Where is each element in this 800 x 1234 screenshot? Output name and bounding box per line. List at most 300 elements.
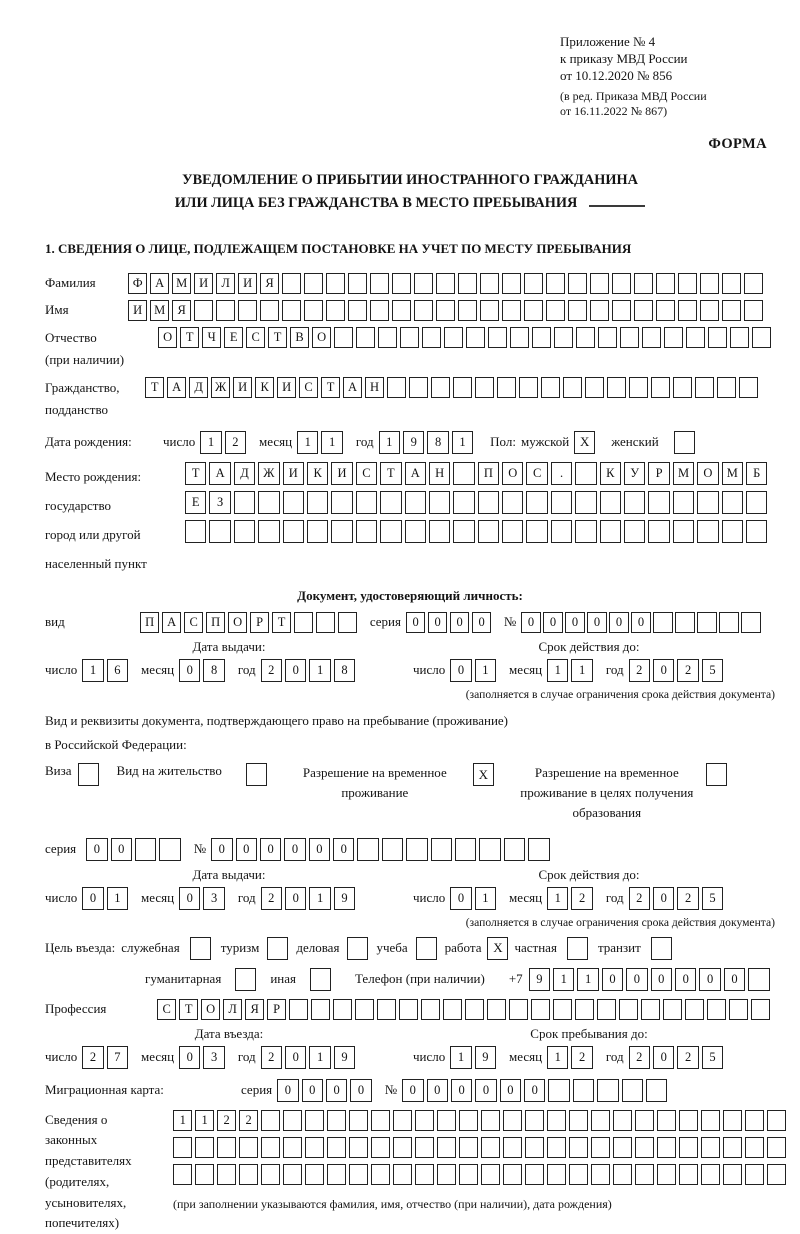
char-cell[interactable] [526,520,547,543]
char-cell[interactable]: 0 [284,838,305,861]
char-cell[interactable] [429,491,450,514]
visa-checkbox[interactable] [78,763,99,786]
char-cell[interactable] [289,999,308,1020]
char-cell[interactable] [478,491,499,514]
char-cell[interactable]: 0 [521,612,540,633]
char-cell[interactable]: Т [380,462,401,485]
char-cell[interactable]: 1 [195,1110,214,1131]
char-cell[interactable] [282,273,301,294]
char-cell[interactable] [429,520,450,543]
char-cell[interactable]: 0 [285,887,306,910]
char-cell[interactable] [239,1164,258,1185]
char-cell[interactable]: У [624,462,645,485]
char-cell[interactable] [194,300,213,321]
char-cell[interactable] [371,1110,390,1131]
char-cell[interactable] [217,1137,236,1158]
char-cell[interactable] [307,491,328,514]
char-cell[interactable]: . [551,462,572,485]
char-cell[interactable] [453,491,474,514]
char-cell[interactable] [261,1137,280,1158]
char-cell[interactable] [421,999,440,1020]
char-cell[interactable] [455,838,476,861]
char-cell[interactable]: 1 [571,659,592,682]
char-cell[interactable] [723,1110,742,1131]
char-cell[interactable] [370,273,389,294]
char-cell[interactable] [525,1137,544,1158]
char-cell[interactable]: 0 [602,968,623,991]
char-cell[interactable]: 1 [547,1046,568,1069]
char-cell[interactable] [479,838,500,861]
char-cell[interactable]: В [290,327,309,348]
char-cell[interactable] [519,377,538,398]
char-cell[interactable]: Т [268,327,287,348]
char-cell[interactable]: К [600,462,621,485]
char-cell[interactable] [234,491,255,514]
char-cell[interactable]: Н [429,462,450,485]
char-cell[interactable] [624,520,645,543]
char-cell[interactable]: 2 [82,1046,103,1069]
char-cell[interactable]: И [128,300,147,321]
char-cell[interactable] [551,520,572,543]
char-cell[interactable]: 2 [239,1110,258,1131]
char-cell[interactable] [569,1110,588,1131]
char-cell[interactable]: Ж [211,377,230,398]
char-cell[interactable]: С [157,999,176,1020]
char-cell[interactable] [371,1137,390,1158]
char-cell[interactable] [333,999,352,1020]
char-cell[interactable]: Н [365,377,384,398]
char-cell[interactable]: 0 [236,838,257,861]
char-cell[interactable]: З [209,491,230,514]
char-cell[interactable] [481,1137,500,1158]
char-cell[interactable]: Т [145,377,164,398]
char-cell[interactable] [719,612,738,633]
char-cell[interactable]: 1 [200,431,221,454]
char-cell[interactable]: 0 [699,968,720,991]
char-cell[interactable]: Т [185,462,206,485]
char-cell[interactable]: 1 [475,659,496,682]
char-cell[interactable] [657,1164,676,1185]
char-cell[interactable] [767,1137,786,1158]
char-cell[interactable] [673,520,694,543]
char-cell[interactable] [648,491,669,514]
char-cell[interactable] [531,999,550,1020]
char-cell[interactable]: Ч [202,327,221,348]
char-cell[interactable]: 0 [260,838,281,861]
char-cell[interactable]: 1 [82,659,103,682]
purpose-official-checkbox[interactable] [190,937,211,960]
char-cell[interactable] [195,1137,214,1158]
char-cell[interactable] [547,1164,566,1185]
char-cell[interactable] [305,1110,324,1131]
char-cell[interactable] [585,377,604,398]
char-cell[interactable] [767,1164,786,1185]
char-cell[interactable]: 2 [677,659,698,682]
purpose-private-checkbox[interactable] [567,937,588,960]
char-cell[interactable] [504,838,525,861]
char-cell[interactable] [707,999,726,1020]
char-cell[interactable]: 1 [309,1046,330,1069]
char-cell[interactable] [641,999,660,1020]
char-cell[interactable]: И [331,462,352,485]
char-cell[interactable] [729,999,748,1020]
char-cell[interactable] [311,999,330,1020]
char-cell[interactable] [524,273,543,294]
char-cell[interactable]: А [150,273,169,294]
char-cell[interactable]: К [255,377,274,398]
char-cell[interactable] [722,520,743,543]
char-cell[interactable] [664,327,683,348]
char-cell[interactable] [481,1110,500,1131]
char-cell[interactable] [678,300,697,321]
char-cell[interactable]: 0 [179,659,200,682]
char-cell[interactable] [612,300,631,321]
char-cell[interactable] [573,1079,594,1102]
char-cell[interactable]: Т [179,999,198,1020]
char-cell[interactable] [135,838,156,861]
char-cell[interactable]: Д [189,377,208,398]
char-cell[interactable] [415,1110,434,1131]
char-cell[interactable] [675,612,694,633]
char-cell[interactable] [356,327,375,348]
char-cell[interactable] [697,491,718,514]
char-cell[interactable]: 2 [225,431,246,454]
char-cell[interactable] [551,491,572,514]
char-cell[interactable] [327,1137,346,1158]
char-cell[interactable] [415,1137,434,1158]
char-cell[interactable] [392,273,411,294]
char-cell[interactable] [331,520,352,543]
char-cell[interactable]: И [194,273,213,294]
char-cell[interactable]: М [673,462,694,485]
char-cell[interactable] [686,327,705,348]
char-cell[interactable]: Д [234,462,255,485]
char-cell[interactable]: Я [245,999,264,1020]
char-cell[interactable] [409,377,428,398]
char-cell[interactable] [238,300,257,321]
char-cell[interactable] [701,1137,720,1158]
char-cell[interactable]: 0 [450,612,469,633]
char-cell[interactable]: 9 [403,431,424,454]
char-cell[interactable] [635,1110,654,1131]
char-cell[interactable] [326,300,345,321]
char-cell[interactable] [502,520,523,543]
char-cell[interactable]: И [233,377,252,398]
char-cell[interactable] [349,1137,368,1158]
char-cell[interactable] [554,327,573,348]
char-cell[interactable]: 8 [427,431,448,454]
char-cell[interactable]: 3 [203,887,224,910]
char-cell[interactable] [475,377,494,398]
char-cell[interactable] [612,273,631,294]
char-cell[interactable]: 0 [179,1046,200,1069]
char-cell[interactable]: 0 [402,1079,423,1102]
char-cell[interactable] [708,327,727,348]
residence-permit-checkbox[interactable] [246,763,267,786]
char-cell[interactable] [752,327,771,348]
char-cell[interactable] [453,462,474,485]
char-cell[interactable]: Р [267,999,286,1020]
char-cell[interactable] [355,999,374,1020]
char-cell[interactable]: 0 [500,1079,521,1102]
char-cell[interactable] [234,520,255,543]
char-cell[interactable] [751,999,770,1020]
char-cell[interactable]: 1 [321,431,342,454]
char-cell[interactable]: 0 [675,968,696,991]
char-cell[interactable] [526,491,547,514]
char-cell[interactable]: Л [216,273,235,294]
char-cell[interactable]: 3 [203,1046,224,1069]
char-cell[interactable] [576,327,595,348]
char-cell[interactable]: 0 [609,612,628,633]
char-cell[interactable] [437,1164,456,1185]
char-cell[interactable]: 0 [277,1079,298,1102]
char-cell[interactable]: 1 [379,431,400,454]
char-cell[interactable] [356,491,377,514]
char-cell[interactable]: К [307,462,328,485]
char-cell[interactable]: 2 [629,659,650,682]
char-cell[interactable] [502,273,521,294]
char-cell[interactable] [478,520,499,543]
char-cell[interactable]: 9 [334,887,355,910]
char-cell[interactable]: 0 [451,1079,472,1102]
char-cell[interactable]: 5 [702,1046,723,1069]
char-cell[interactable]: О [697,462,718,485]
char-cell[interactable] [767,1110,786,1131]
char-cell[interactable]: 0 [587,612,606,633]
char-cell[interactable] [458,300,477,321]
char-cell[interactable]: Ж [258,462,279,485]
char-cell[interactable] [387,377,406,398]
char-cell[interactable] [722,491,743,514]
char-cell[interactable] [331,491,352,514]
char-cell[interactable] [525,1164,544,1185]
char-cell[interactable]: 1 [173,1110,192,1131]
char-cell[interactable]: Р [250,612,269,633]
char-cell[interactable]: М [150,300,169,321]
char-cell[interactable]: 0 [350,1079,371,1102]
char-cell[interactable] [261,1164,280,1185]
char-cell[interactable] [502,491,523,514]
char-cell[interactable]: 0 [86,838,107,861]
char-cell[interactable]: 1 [297,431,318,454]
char-cell[interactable]: М [722,462,743,485]
char-cell[interactable] [607,377,626,398]
char-cell[interactable] [258,520,279,543]
char-cell[interactable] [591,1110,610,1131]
char-cell[interactable] [436,273,455,294]
char-cell[interactable] [528,838,549,861]
char-cell[interactable] [642,327,661,348]
char-cell[interactable] [393,1137,412,1158]
char-cell[interactable]: 0 [427,1079,448,1102]
char-cell[interactable] [700,273,719,294]
char-cell[interactable] [497,377,516,398]
char-cell[interactable]: А [209,462,230,485]
char-cell[interactable]: И [283,462,304,485]
char-cell[interactable]: С [526,462,547,485]
char-cell[interactable] [744,300,763,321]
char-cell[interactable] [378,327,397,348]
char-cell[interactable] [509,999,528,1020]
char-cell[interactable]: 2 [217,1110,236,1131]
char-cell[interactable] [653,612,672,633]
char-cell[interactable]: М [172,273,191,294]
char-cell[interactable] [717,377,736,398]
char-cell[interactable] [488,327,507,348]
char-cell[interactable] [283,1164,302,1185]
char-cell[interactable]: 9 [529,968,550,991]
char-cell[interactable]: 0 [82,887,103,910]
char-cell[interactable] [695,377,714,398]
char-cell[interactable]: 2 [261,659,282,682]
char-cell[interactable]: 2 [677,1046,698,1069]
char-cell[interactable] [260,300,279,321]
char-cell[interactable] [283,491,304,514]
char-cell[interactable] [216,300,235,321]
char-cell[interactable] [453,520,474,543]
char-cell[interactable]: А [167,377,186,398]
char-cell[interactable] [722,300,741,321]
char-cell[interactable]: 0 [651,968,672,991]
char-cell[interactable] [466,327,485,348]
char-cell[interactable] [657,1137,676,1158]
sex-female-checkbox[interactable] [674,431,695,454]
char-cell[interactable] [380,520,401,543]
char-cell[interactable] [679,1164,698,1185]
char-cell[interactable] [591,1164,610,1185]
char-cell[interactable] [283,520,304,543]
char-cell[interactable] [635,1164,654,1185]
char-cell[interactable] [697,612,716,633]
char-cell[interactable]: П [206,612,225,633]
char-cell[interactable] [392,300,411,321]
char-cell[interactable] [613,1110,632,1131]
char-cell[interactable] [547,1110,566,1131]
char-cell[interactable] [590,273,609,294]
char-cell[interactable] [458,273,477,294]
char-cell[interactable]: Е [224,327,243,348]
char-cell[interactable]: 2 [629,1046,650,1069]
char-cell[interactable]: 0 [653,1046,674,1069]
char-cell[interactable] [646,1079,667,1102]
char-cell[interactable] [622,1079,643,1102]
char-cell[interactable]: 1 [577,968,598,991]
char-cell[interactable]: 7 [107,1046,128,1069]
char-cell[interactable]: 0 [475,1079,496,1102]
char-cell[interactable] [370,300,389,321]
sex-male-checkbox[interactable]: X [574,431,595,454]
char-cell[interactable]: 2 [677,887,698,910]
char-cell[interactable] [597,999,616,1020]
char-cell[interactable] [453,377,472,398]
char-cell[interactable] [541,377,560,398]
char-cell[interactable] [548,1079,569,1102]
char-cell[interactable] [503,1137,522,1158]
char-cell[interactable] [380,491,401,514]
char-cell[interactable]: 8 [203,659,224,682]
char-cell[interactable] [635,1137,654,1158]
char-cell[interactable]: О [201,999,220,1020]
char-cell[interactable] [283,1137,302,1158]
char-cell[interactable] [673,377,692,398]
char-cell[interactable] [685,999,704,1020]
char-cell[interactable] [400,327,419,348]
char-cell[interactable] [444,327,463,348]
char-cell[interactable]: 1 [107,887,128,910]
char-cell[interactable] [348,300,367,321]
char-cell[interactable]: 5 [702,659,723,682]
char-cell[interactable] [701,1110,720,1131]
char-cell[interactable] [283,1110,302,1131]
char-cell[interactable] [356,520,377,543]
char-cell[interactable]: 1 [553,968,574,991]
char-cell[interactable]: А [405,462,426,485]
char-cell[interactable] [159,838,180,861]
char-cell[interactable] [591,1137,610,1158]
char-cell[interactable] [195,1164,214,1185]
char-cell[interactable] [575,520,596,543]
char-cell[interactable]: Я [260,273,279,294]
char-cell[interactable]: А [162,612,181,633]
char-cell[interactable] [282,300,301,321]
char-cell[interactable] [503,1164,522,1185]
char-cell[interactable]: 2 [571,887,592,910]
char-cell[interactable] [634,273,653,294]
char-cell[interactable] [673,491,694,514]
char-cell[interactable] [338,612,357,633]
char-cell[interactable] [745,1137,764,1158]
char-cell[interactable] [568,300,587,321]
char-cell[interactable]: 0 [285,1046,306,1069]
char-cell[interactable] [502,300,521,321]
char-cell[interactable]: 0 [472,612,491,633]
char-cell[interactable] [744,273,763,294]
char-cell[interactable] [406,838,427,861]
char-cell[interactable] [525,1110,544,1131]
char-cell[interactable]: 8 [334,659,355,682]
char-cell[interactable] [510,327,529,348]
char-cell[interactable]: Я [172,300,191,321]
char-cell[interactable] [575,462,596,485]
char-cell[interactable]: С [356,462,377,485]
char-cell[interactable] [209,520,230,543]
char-cell[interactable] [663,999,682,1020]
char-cell[interactable] [600,491,621,514]
char-cell[interactable]: 1 [309,659,330,682]
char-cell[interactable] [307,520,328,543]
char-cell[interactable]: Ф [128,273,147,294]
purpose-tourism-checkbox[interactable] [267,937,288,960]
char-cell[interactable] [722,273,741,294]
char-cell[interactable]: О [312,327,331,348]
char-cell[interactable] [459,1164,478,1185]
char-cell[interactable]: И [277,377,296,398]
char-cell[interactable]: 0 [524,1079,545,1102]
char-cell[interactable] [723,1164,742,1185]
char-cell[interactable]: Т [272,612,291,633]
char-cell[interactable] [697,520,718,543]
char-cell[interactable] [487,999,506,1020]
char-cell[interactable]: 0 [406,612,425,633]
char-cell[interactable] [422,327,441,348]
char-cell[interactable] [524,300,543,321]
char-cell[interactable] [357,838,378,861]
char-cell[interactable] [568,273,587,294]
char-cell[interactable]: Л [223,999,242,1020]
char-cell[interactable] [326,273,345,294]
char-cell[interactable]: Е [185,491,206,514]
